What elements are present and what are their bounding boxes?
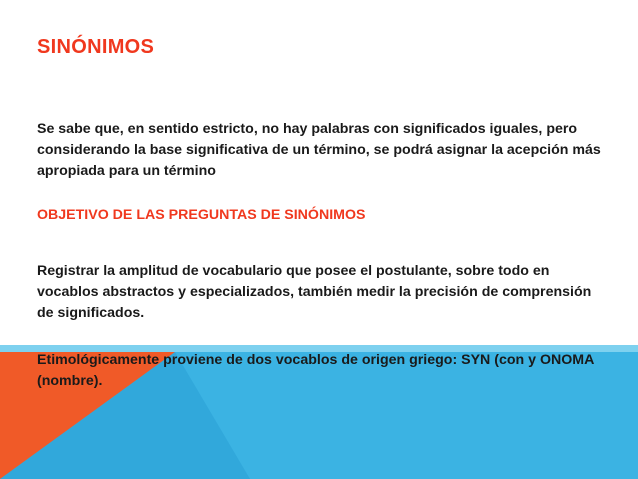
slide-title: SINÓNIMOS: [37, 36, 155, 58]
objective-paragraph: Registrar la amplitud de vocabulario que posee el postulante, sobre todo en vocablos abstractos y especializados, también medir la precisión de comprensión de significados.: [37, 263, 592, 321]
objective-heading: OBJETIVO DE LAS PREGUNTAS DE SINÓNIMOS: [37, 207, 366, 223]
etymology-paragraph: Etimológicamente proviene de dos vocablos de origen griego: SYN (con y ONOMA (nombre).: [37, 352, 594, 389]
intro-paragraph: Se sabe que, en sentido estricto, no hay palabras con significados iguales, pero considerando la base significativa de un término, se podrá asignar la acepción más apropiada para un término: [37, 121, 601, 179]
